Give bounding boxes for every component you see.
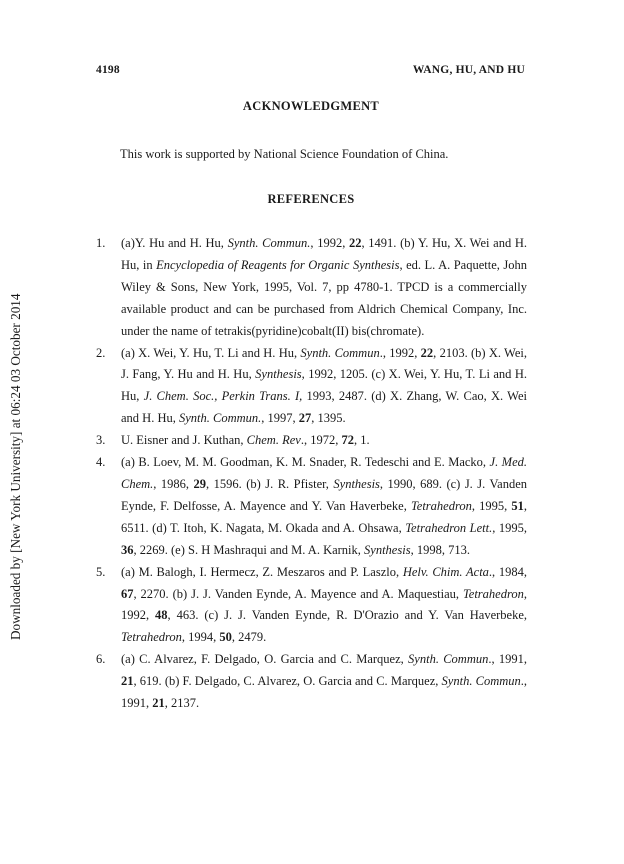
reference-number: 4. (96, 455, 106, 470)
volume-number: 22 (420, 345, 434, 360)
page-number: 4198 (96, 64, 120, 76)
download-watermark (6, 100, 30, 640)
volume-number: 36 (121, 542, 134, 557)
volume-number: 22 (349, 236, 362, 250)
journal-title: Tetrahedron (121, 630, 182, 645)
volume-number: 29 (193, 476, 206, 491)
reference-number: 3. (96, 433, 106, 448)
reference-list (96, 233, 527, 715)
volume-number: 48 (155, 608, 168, 623)
volume-number: 50 (219, 630, 232, 645)
reference-number: 5. (96, 564, 106, 579)
reference-number: 1. (96, 236, 106, 250)
volume-number: 21 (121, 674, 134, 689)
reference-number: 6. (96, 652, 106, 667)
running-header-authors: WANG, HU, AND HU (412, 64, 525, 76)
reference-item-1: 1. (a)Y. Hu and H. Hu, Synth. Commun., 1992, 22, 1491. (b) Y. Hu, X. Wei and H. Hu, in Encyclopedia of Reagents for Organic Synthesis, ed. L. A. Paquette, John Wiley & Sons, New York, 1995, Vol. 7, pp 4780-1. TPCD is a commercially available product and can be purchased from Aldrich Chemical Company, Inc. under the name of tetrakis(pyridine)cobalt(II) bis(chromate). (96, 233, 527, 343)
reference-item-5: 5. (a) M. Balogh, I. Hermecz, Z. Meszaros and P. Laszlo, Helv. Chim. Acta., 1984, 67, 2270. (b) J. J. Vanden Eynde, A. Mayence and A. Maquestiau, Tetrahedron, 1992, 48, 463. (c) J. J. Vanden Eynde, R. D'Orazio and Y. Van Haverbeke, Tetrahedron, 1994, 50, 2479. (96, 562, 527, 650)
journal-title: Tetrahedron Lett. (405, 520, 493, 535)
journal-title: Synthesis (364, 542, 411, 557)
download-note: Downloaded by [New York University] at 06:24 03 October 2014 (8, 293, 23, 640)
journal-title: Chem. Rev (246, 433, 301, 448)
acknowledgment-heading: ACKNOWLEDGMENT (242, 99, 380, 113)
journal-title: Helv. Chim. Acta (402, 564, 489, 579)
volume-number: 27 (298, 411, 312, 426)
reference-item-4: 4. (a) B. Loev, M. M. Goodman, K. M. Snader, R. Tedeschi and E. Macko, J. Med. Chem., 1986, 29, 1596. (b) J. R. Pfister, Synthesis, 1990, 689. (c) J. J. Vanden Eynde, F. Delfosse, A. Mayence and Y. Van Haverbeke, Tetrahedron, 1995, 51, 6511. (d) T. Itoh, K. Nagata, M. Okada and A. Ohsawa, Tetrahedron Lett., 1995, 36, 2269. (e) S. H Mashraqui and M. A. Karnik, Synthesis, 1998, 713. (96, 452, 527, 562)
volume-number: 67 (121, 586, 134, 601)
volume-number: 72 (341, 433, 354, 448)
reference-number: 2. (96, 345, 106, 360)
journal-title: Synth. Commun (408, 652, 489, 667)
journal-title: Synth. Commun. (178, 411, 262, 426)
volume-number: 51 (511, 498, 524, 513)
journal-title: Tetrahedron (462, 586, 524, 601)
reference-item-6: 6. (a) C. Alvarez, F. Delgado, O. Garcia and C. Marquez, Synth. Commun., 1991, 21, 619. (b) F. Delgado, C. Alvarez, O. Garcia and C. Marquez, Synth. Commun., 1991, 21, 2137. (96, 649, 527, 715)
reference-item-2: 2. (a) X. Wei, Y. Hu, T. Li and H. Hu, Synth. Commun., 1992, 22, 2103. (b) X. Wei, J. Fang, Y. Hu and H. Hu, Synthesis, 1992, 1205. (c) X. Wei, Y. Hu, T. Li and H. Hu, J. Chem. Soc., Perkin Trans. I, 1993, 2487. (d) X. Zhang, W. Cao, X. Wei and H. Hu, Synth. Commun., 1997, 27, 1395. (96, 343, 527, 431)
book-title: Encyclopedia of Reagents for Organic Synthesis (156, 257, 400, 272)
reference-item-3: 3. U. Eisner and J. Kuthan, Chem. Rev., 1972, 72, 1. (96, 430, 527, 452)
acknowledgment-text: This work is supported by National Science Foundation of China. (120, 147, 449, 161)
journal-title: Synth. Commun (441, 674, 521, 689)
volume-number: 21 (152, 696, 165, 711)
journal-title: Synthesis, (255, 367, 305, 382)
journal-title: J. Chem. Soc., Perkin Trans. I, (143, 389, 303, 404)
journal-title: Tetrahedron (410, 498, 472, 513)
journal-title: Synthesis (333, 476, 380, 491)
journal-title: Synth. Commun (300, 345, 380, 360)
references-heading: REFERENCES (267, 192, 355, 206)
journal-title: Synth. Commun. (227, 236, 311, 250)
journal-title: J. Med. Chem. (121, 455, 527, 491)
